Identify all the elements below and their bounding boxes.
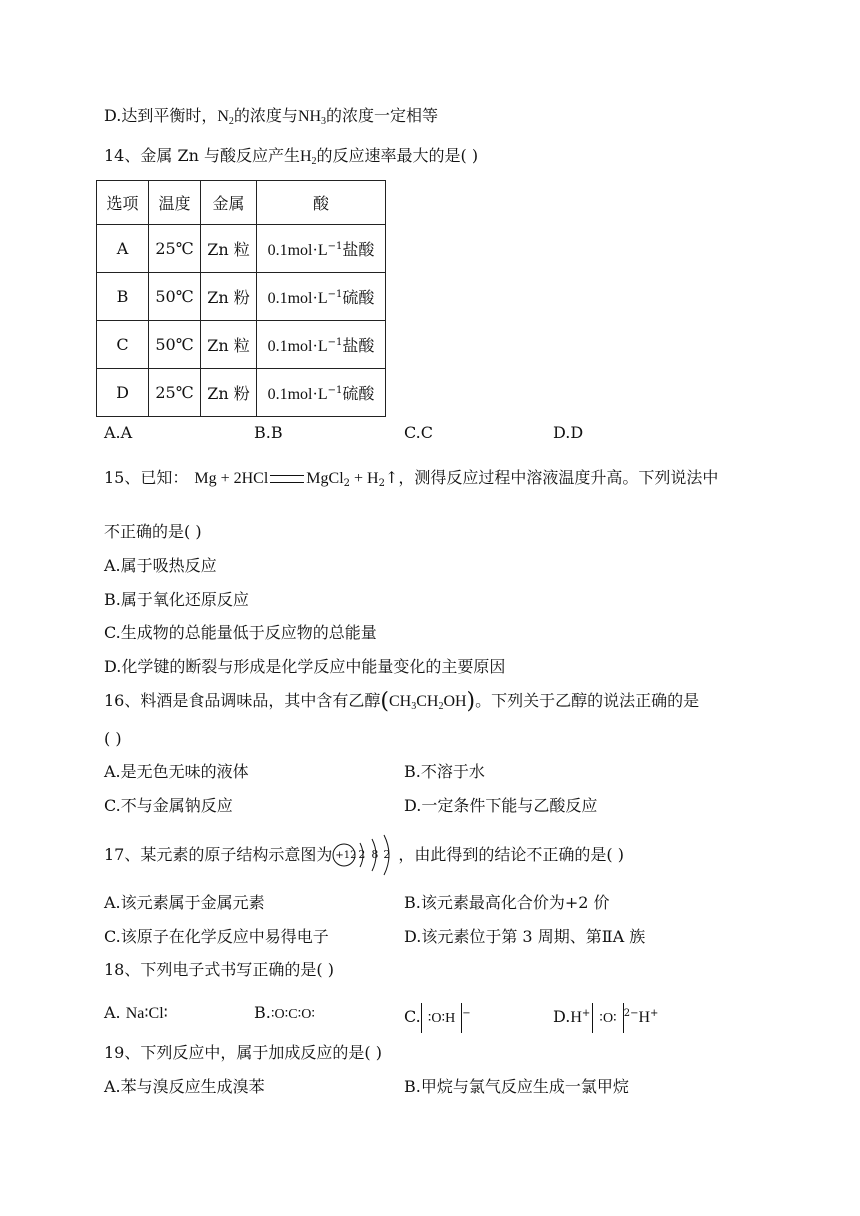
bracket bbox=[592, 1003, 623, 1033]
table-row bbox=[97, 369, 386, 417]
cell-metal: Zn 粒 bbox=[201, 321, 257, 369]
q15-option-c: C.生成物的总能量低于反应物的总能量 bbox=[104, 623, 377, 642]
q17-stem: 17、某元素的原子结构示意图为 +12 2 8 2 ，由此得到的结论不正确的是( ) bbox=[104, 845, 624, 866]
equals-sign-icon bbox=[270, 475, 304, 483]
electron-formula: ∶O∶C∶O∶ bbox=[270, 1007, 315, 1022]
q18-option-a: A. Na∶Cl∶ bbox=[104, 1003, 168, 1022]
table-row bbox=[97, 321, 386, 369]
electron-formula: Na∶Cl∶ bbox=[125, 1005, 168, 1022]
cell-metal: Zn 粒 bbox=[201, 225, 257, 273]
nucleus-charge: +12 bbox=[335, 849, 357, 861]
header-temperature: 温度 bbox=[149, 181, 201, 225]
q16-option-d: D.一定条件下能与乙酸反应 bbox=[404, 796, 598, 815]
header-option: 选项 bbox=[97, 181, 149, 225]
cell-option: B bbox=[97, 273, 149, 321]
q18-option-d: D.H+ ∶O∶ $^{2-}$H+ bbox=[553, 1003, 658, 1033]
cell-acid: $0.1mol\cdot L^{-1}$硫酸 bbox=[257, 273, 386, 321]
gas-up-arrow-icon: ↑ bbox=[384, 468, 399, 487]
q16-stem: 16、料酒是食品调味品，其中含有乙醇$(CH_3CH_2OH)$。下列关于乙醇的说法正确的是 bbox=[104, 689, 700, 714]
header-metal: 金属 bbox=[201, 181, 257, 225]
electron-formula: ∶O∶H bbox=[427, 1011, 456, 1026]
q19-option-a: A.苯与溴反应生成溴苯 bbox=[104, 1077, 265, 1096]
cell-option: C bbox=[97, 321, 149, 369]
shell-2-electrons: 8 bbox=[371, 847, 379, 861]
q19-stem: 19、下列反应中，属于加成反应的是( ) bbox=[104, 1043, 382, 1062]
q17-option-b: B.该元素最高化合价为+2 价 bbox=[404, 893, 610, 912]
q14-table bbox=[96, 180, 386, 417]
cell-acid: $0.1mol\cdot L^{-1}$硫酸 bbox=[257, 369, 386, 417]
cell-option: A bbox=[97, 225, 149, 273]
q15-option-a: A.属于吸热反应 bbox=[104, 556, 217, 575]
q15-option-b: B.属于氧化还原反应 bbox=[104, 590, 249, 609]
q18-option-b: B.∶O∶C∶O∶ bbox=[254, 1003, 315, 1022]
q16-stem-line2: ( ) bbox=[104, 729, 122, 748]
q14-option-d: D.D bbox=[553, 423, 584, 442]
cell-temperature: 50℃ bbox=[149, 273, 201, 321]
shell-1-electrons: 2 bbox=[358, 847, 366, 861]
q17-option-a: A.该元素属于金属元素 bbox=[104, 893, 265, 912]
table-header-row bbox=[97, 181, 386, 225]
q18-option-c: C. ∶O∶H − bbox=[404, 1003, 471, 1033]
q16-option-b: B.不溶于水 bbox=[404, 762, 485, 781]
header-acid: 酸 bbox=[257, 181, 386, 225]
q14-stem: 14、金属 Zn 与酸反应产生$H_2$的反应速率最大的是( ) bbox=[104, 146, 479, 167]
cell-acid: $0.1mol\cdot L^{-1}$盐酸 bbox=[257, 321, 386, 369]
q13-option-d: D.达到平衡时，$N_2$的浓度与$NH_3$的浓度一定相等 bbox=[104, 106, 439, 127]
cell-option: D bbox=[97, 369, 149, 417]
cell-metal: Zn 粉 bbox=[201, 273, 257, 321]
q18-stem: 18、下列电子式书写正确的是( ) bbox=[104, 960, 334, 979]
q16-option-c: C.不与金属钠反应 bbox=[104, 796, 233, 815]
table-row bbox=[97, 225, 386, 273]
atomic-structure-diagram bbox=[332, 846, 398, 866]
q16-option-a: A.是无色无味的液体 bbox=[104, 762, 249, 781]
q15-stem: 15、已知： Mg + 2HCl MgCl$_2$ + $H_2↑$，测得反应过程中溶液温度升高。下列说法中 bbox=[104, 468, 719, 489]
q15-option-d: D.化学键的断裂与形成是化学反应中能量变化的主要原因 bbox=[104, 657, 506, 676]
shell-3-electrons: 2 bbox=[383, 847, 391, 861]
cell-temperature: 25℃ bbox=[149, 225, 201, 273]
cell-temperature: 25℃ bbox=[149, 369, 201, 417]
q19-option-b: B.甲烷与氯气反应生成一氯甲烷 bbox=[404, 1077, 629, 1096]
bracket bbox=[421, 1003, 463, 1033]
cell-temperature: 50℃ bbox=[149, 321, 201, 369]
q14-option-b: B.B bbox=[254, 423, 283, 442]
cell-acid: $0.1mol\cdot L^{-1}$盐酸 bbox=[257, 225, 386, 273]
q14-option-a: A.A bbox=[104, 423, 133, 442]
q17-option-c: C.该原子在化学反应中易得电子 bbox=[104, 927, 329, 946]
q17-option-d: D.该元素位于第 3 周期、第ⅡA 族 bbox=[404, 927, 646, 946]
table-row bbox=[97, 273, 386, 321]
electron-formula: ∶O∶ bbox=[599, 1011, 617, 1026]
cell-metal: Zn 粉 bbox=[201, 369, 257, 417]
q14-option-c: C.C bbox=[404, 423, 433, 442]
q15-stem-line2: 不正确的是( ) bbox=[104, 522, 202, 541]
